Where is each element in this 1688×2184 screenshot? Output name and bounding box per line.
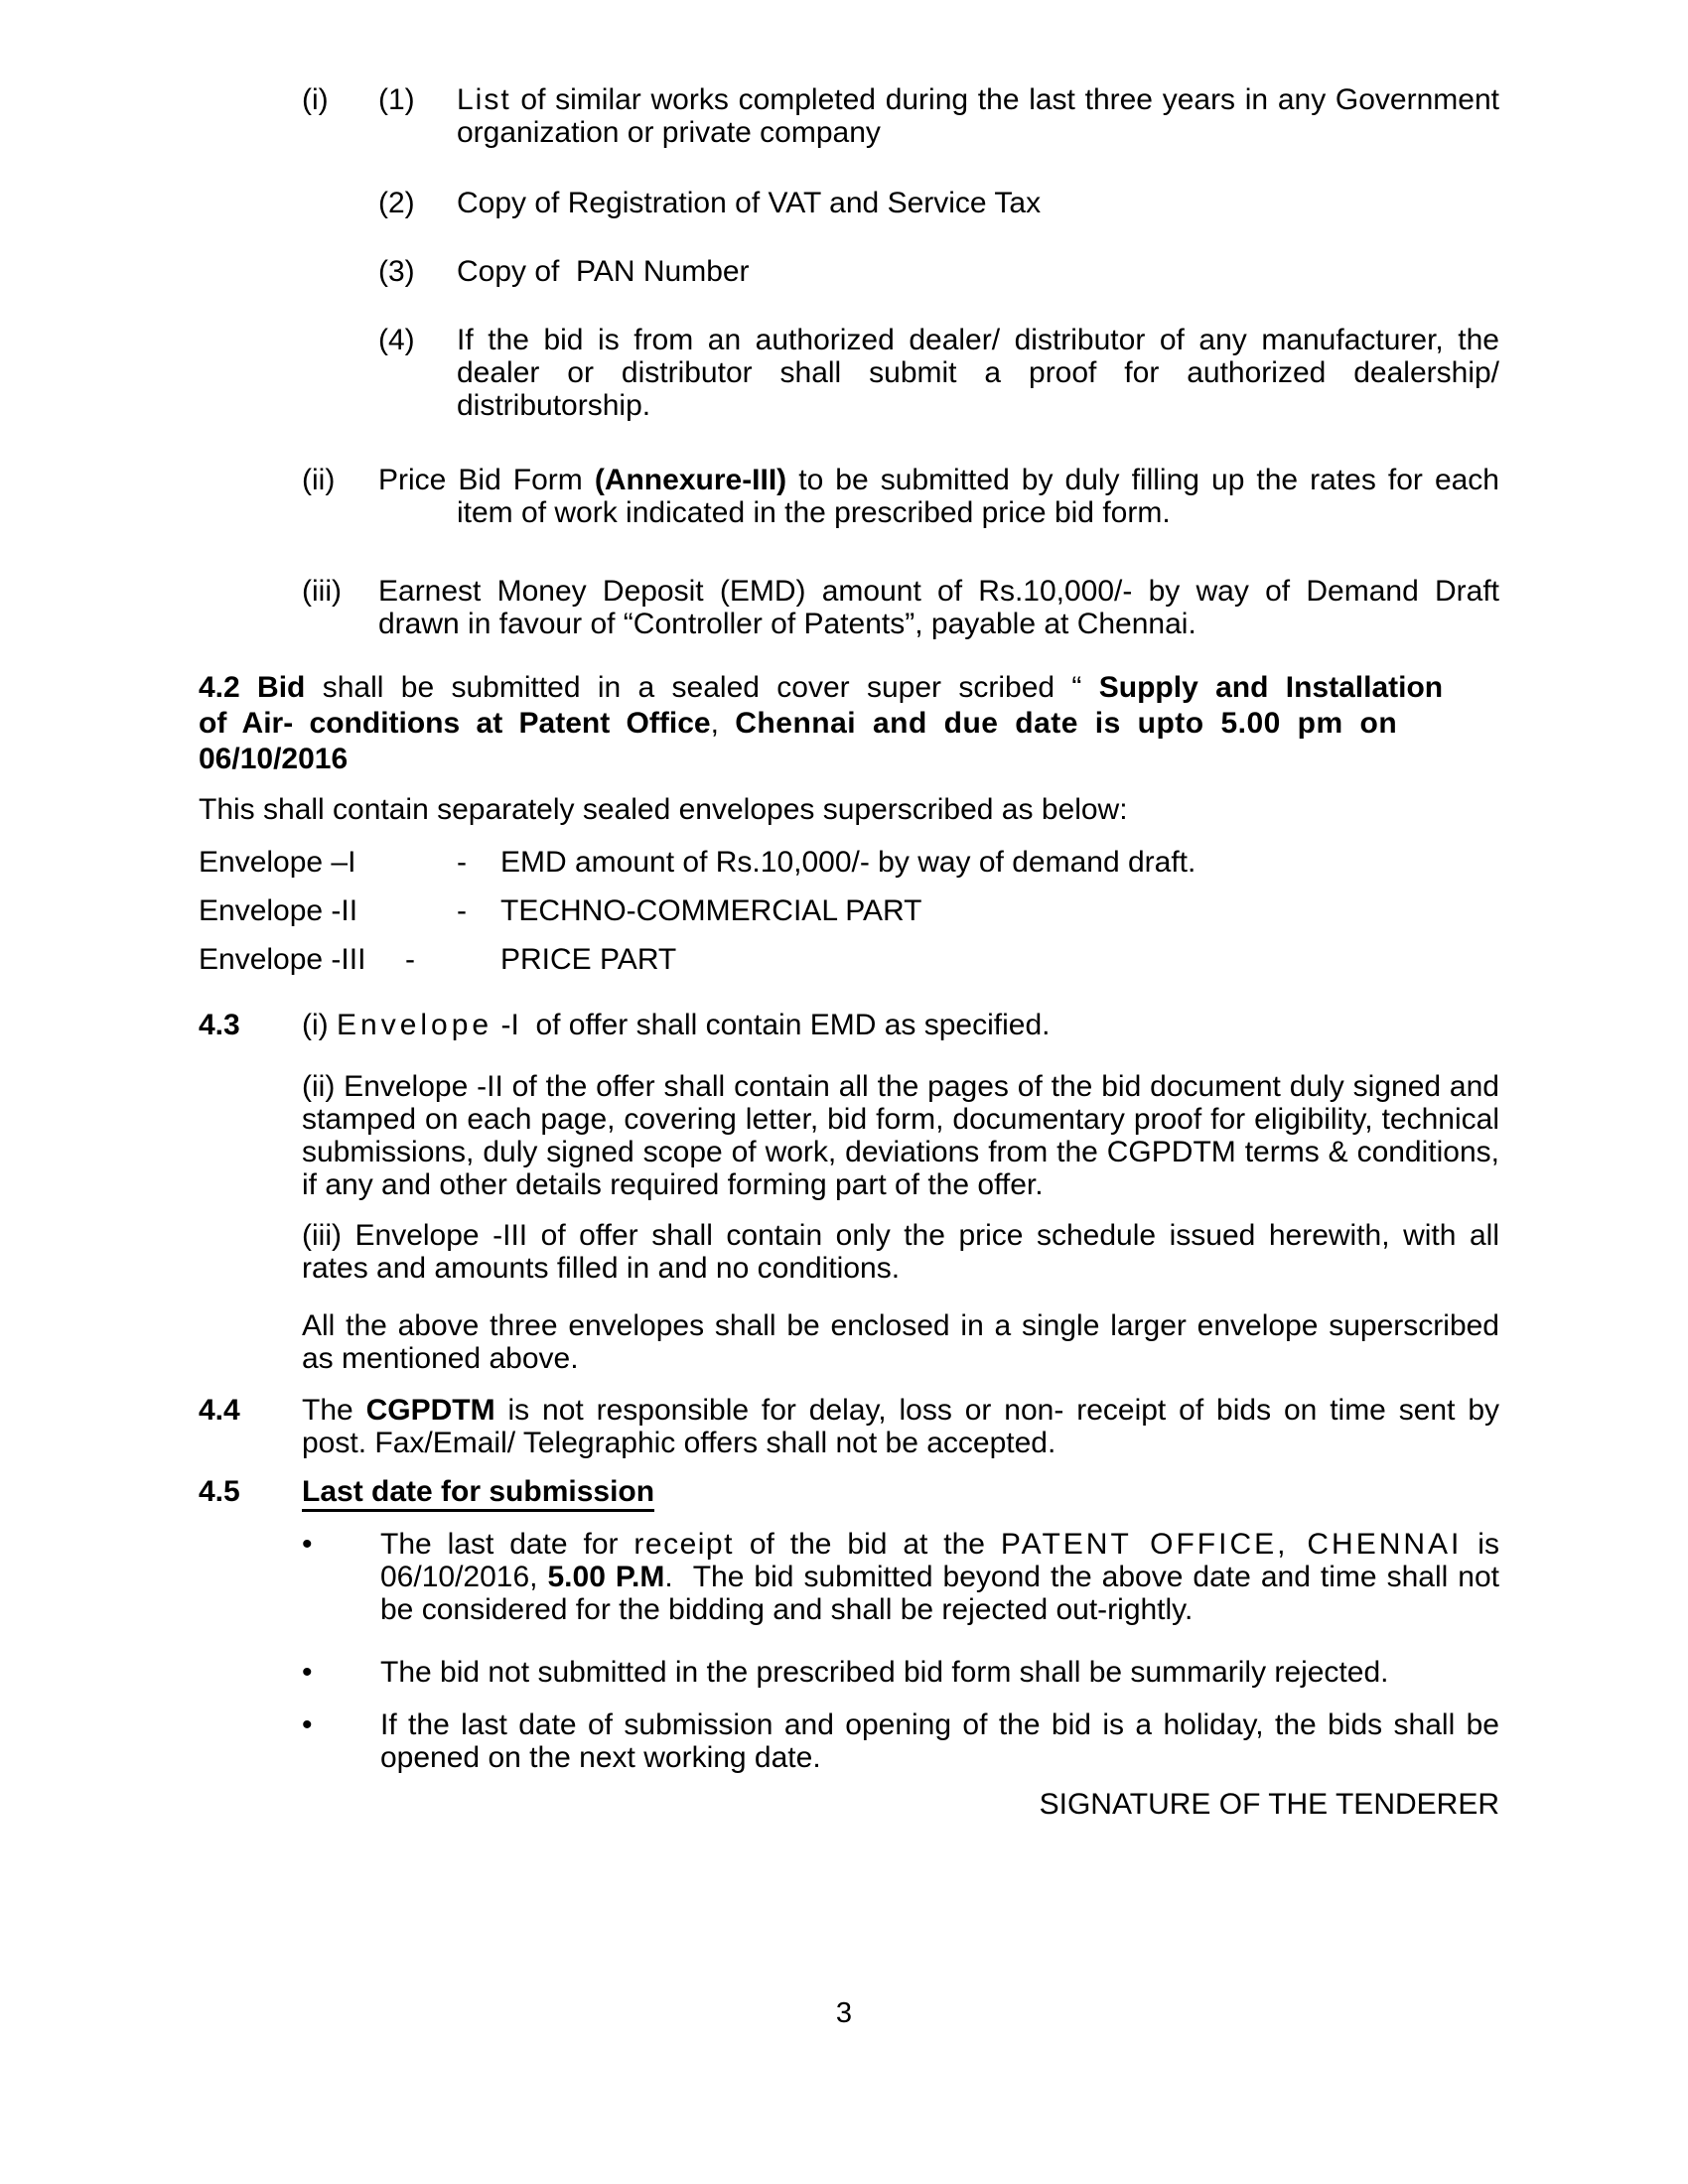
due-date: 06/10/2016 bbox=[199, 743, 349, 775]
bullet-icon: • bbox=[302, 1708, 313, 1741]
bullet-icon: • bbox=[302, 1528, 313, 1561]
list-item-text: Earnest Money Deposit (EMD) amount of Rs.10,000/- by way of Demand Draft drawn in favour of “Controller of Patents”, payable at Chennai. bbox=[378, 575, 1499, 640]
section-4-3-closing-note: All the above three envelopes shall be enclosed in a single larger envelope superscribed as mentioned above. bbox=[302, 1309, 1499, 1375]
item-text-pre: Price Bid Form bbox=[378, 464, 583, 496]
number-marker-3: (3) bbox=[378, 255, 415, 288]
cgpdtm-bold: CGPDTM bbox=[365, 1394, 495, 1427]
line-2-bold-2: Chennai and due date is upto 5.00 pm on bbox=[735, 707, 1398, 740]
line-2-comma: , bbox=[710, 707, 719, 740]
section-4-5-heading: Last date for submission bbox=[302, 1475, 654, 1512]
list-item-ii bbox=[199, 464, 1499, 529]
section-4-4 bbox=[199, 1394, 1499, 1459]
signature-line: SIGNATURE OF THE TENDERER bbox=[1039, 1788, 1499, 1821]
envelope-description: TECHNO-COMMERCIAL PART bbox=[500, 894, 922, 927]
b1-office-caps: PATENT OFFICE, CHENNAI bbox=[1000, 1528, 1463, 1561]
list-item-i-1 bbox=[199, 83, 1499, 149]
paragraph-line-1 bbox=[199, 671, 1443, 704]
envelope-label: Envelope –I bbox=[199, 846, 356, 879]
section-4-3-item-i bbox=[302, 1009, 1499, 1041]
roman-marker-i: (i) bbox=[302, 83, 329, 116]
roman-marker-iii: (iii) bbox=[302, 575, 342, 608]
b1-mid: of the bid at the bbox=[749, 1528, 985, 1561]
text-pre: The bbox=[302, 1394, 353, 1427]
list-item-text: If the bid is from an authorized dealer/ distributor of any manufacturer, the dealer or distributor shall submit a proof for authorized dealership/ distributorship. bbox=[457, 324, 1499, 422]
list-item-text: Copy of Registration of VAT and Service Tax bbox=[457, 187, 1042, 219]
spaced-envelope-word: Envelope bbox=[337, 1009, 493, 1041]
section-4-2-number: 4.2 Bid bbox=[199, 671, 306, 704]
item-text-body: of similar works completed during the last three years in any Government organization or private company bbox=[457, 83, 1499, 149]
b1-date: 06/10/2016, bbox=[380, 1561, 538, 1593]
envelope-dash: - bbox=[457, 894, 467, 927]
marker-i: (i) bbox=[302, 1009, 329, 1041]
section-4-3-item-ii: (ii) Envelope -II of the offer shall contain all the pages of the bid document duly signed and stamped on each page, covering letter, bid form, documentary proof for eligibility, technical submissions, duly signed scope of work, deviations from the CGPDTM terms & conditions, if any and other details required forming part of the offer. bbox=[302, 1070, 1499, 1201]
section-4-3-item-iii: (iii) Envelope -III of offer shall contain only the price schedule issued herewith, with all rates and amounts filled in and no conditions. bbox=[302, 1219, 1499, 1285]
line-1-bold: Supply and Installation bbox=[1098, 671, 1444, 704]
b1-is: is bbox=[1477, 1528, 1499, 1561]
section-4-5-number: 4.5 bbox=[199, 1475, 240, 1508]
section-4-3-number: 4.3 bbox=[199, 1009, 240, 1041]
text-post: is not responsible for delay, loss or non- receipt of bids on time sent by post. Fax/Email/ Telegraphic offers shall not be accepted. bbox=[302, 1394, 1500, 1459]
section-4-5-heading-wrap bbox=[302, 1475, 1499, 1512]
item-i-text: -I of offer shall contain EMD as specified. bbox=[500, 1009, 1051, 1041]
bullet-text bbox=[380, 1528, 1499, 1626]
spaced-word: List bbox=[457, 83, 511, 116]
bullet-item-2 bbox=[302, 1656, 1499, 1689]
envelope-description: PRICE PART bbox=[500, 943, 677, 976]
page-number: 3 bbox=[835, 1997, 853, 2029]
envelopes-intro: This shall contain separately sealed envelopes superscribed as below: bbox=[199, 793, 1128, 826]
bullet-icon: • bbox=[302, 1656, 313, 1689]
bullet-text: If the last date of submission and opening of the bid is a holiday, the bids shall be opened on the next working date. bbox=[380, 1708, 1499, 1774]
bullet-item-3 bbox=[302, 1708, 1499, 1774]
b1-receipt: receipt bbox=[633, 1528, 734, 1561]
envelope-label: Envelope -III bbox=[199, 943, 366, 976]
envelope-row-3 bbox=[199, 943, 1499, 976]
bullet-item-1 bbox=[302, 1528, 1499, 1626]
envelope-row-1 bbox=[199, 846, 1499, 879]
section-4-2-paragraph bbox=[199, 670, 1499, 777]
envelope-description: EMD amount of Rs.10,000/- by way of demand draft. bbox=[500, 846, 1196, 879]
envelope-dash: - bbox=[405, 943, 415, 976]
section-4-4-number: 4.4 bbox=[199, 1394, 240, 1427]
roman-marker-empty bbox=[302, 187, 378, 219]
roman-marker-empty bbox=[302, 324, 378, 422]
b1-rest: . The bid submitted beyond the above date and time shall not be considered for the bidding and shall be rejected out-rightly. bbox=[380, 1561, 1499, 1626]
list-item-text bbox=[457, 83, 1499, 149]
envelope-dash: - bbox=[457, 846, 467, 879]
document-content bbox=[199, 83, 1499, 1821]
number-marker-4: (4) bbox=[378, 324, 415, 356]
roman-marker-empty bbox=[302, 255, 378, 288]
paragraph-line-2 bbox=[199, 707, 1397, 740]
annexure-bold: (Annexure-III) bbox=[594, 464, 787, 496]
number-marker-2: (2) bbox=[378, 187, 415, 219]
line-2-bold: of Air- conditions at Patent Office bbox=[199, 707, 711, 740]
list-item-text: Copy of PAN Number bbox=[457, 255, 750, 288]
section-4-3 bbox=[199, 1009, 1499, 1041]
section-4-5 bbox=[199, 1475, 1499, 1512]
section-4-4-text bbox=[302, 1394, 1499, 1459]
item-text-post: to be submitted by duly filling up the rates for each item of work indicated in the prescribed price bid form. bbox=[457, 464, 1499, 529]
roman-marker-ii: (ii) bbox=[302, 464, 336, 496]
list-item-text bbox=[378, 464, 1499, 529]
line-1-regular: shall be submitted in a sealed cover super scribed “ bbox=[322, 671, 1082, 704]
list-item-iii bbox=[199, 575, 1499, 640]
list-item-4 bbox=[199, 324, 1499, 422]
number-marker-1: (1) bbox=[378, 83, 415, 116]
envelope-row-2 bbox=[199, 894, 1499, 927]
list-item-2 bbox=[199, 187, 1499, 219]
envelope-label: Envelope -II bbox=[199, 894, 358, 927]
bullet-text: The bid not submitted in the prescribed bid form shall be summarily rejected. bbox=[380, 1656, 1389, 1689]
b1-pre: The last date for bbox=[380, 1528, 619, 1561]
list-item-3 bbox=[199, 255, 1499, 288]
b1-time-bold: 5.00 P.M bbox=[547, 1561, 665, 1593]
